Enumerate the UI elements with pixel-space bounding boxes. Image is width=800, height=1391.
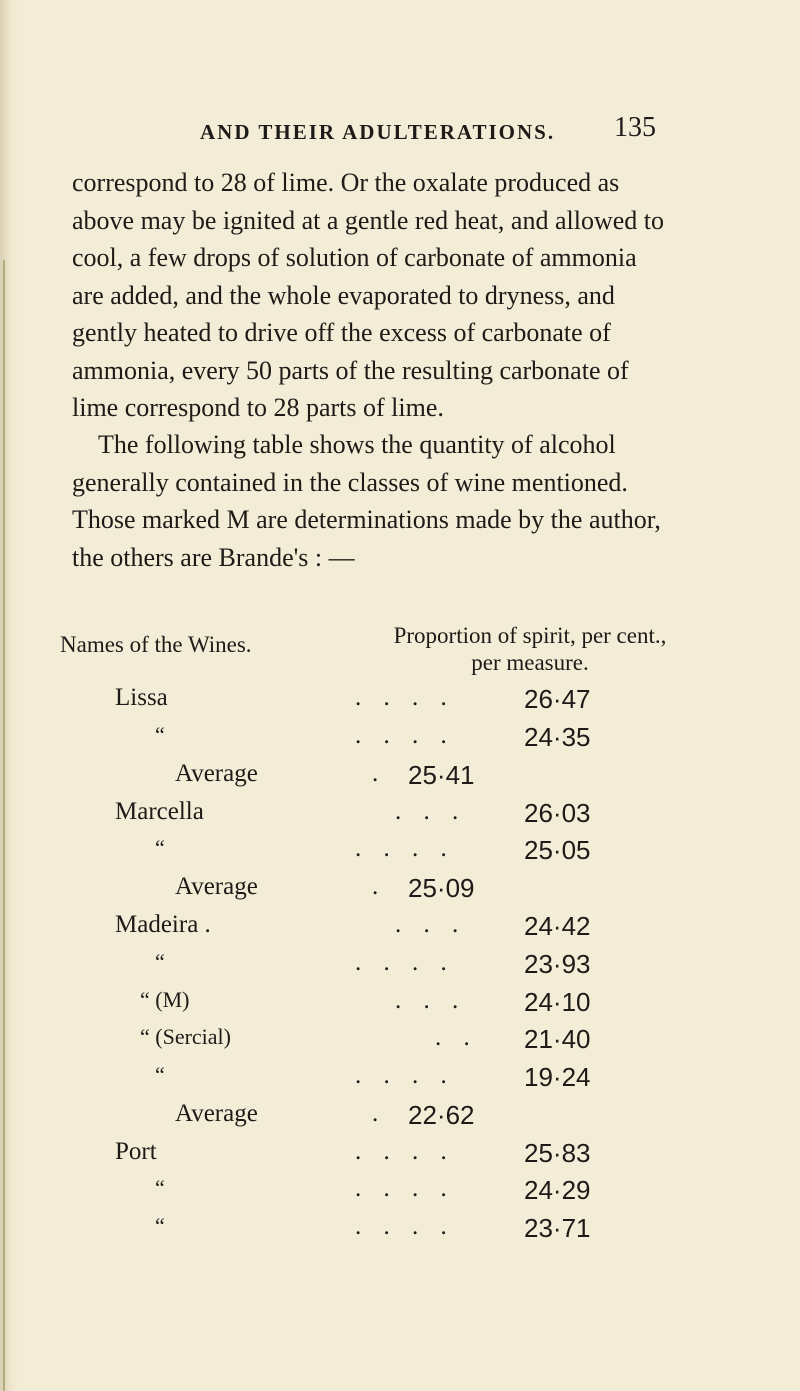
leader-dots: . . . . (355, 722, 447, 749)
table-row (0, 1213, 800, 1249)
table-row (0, 798, 800, 834)
alcohol-value: 21·40 (524, 1024, 591, 1054)
wine-name: Average (175, 760, 258, 787)
alcohol-value: 24·35 (524, 722, 591, 752)
body-paragraph-text: The following table shows the quantity of alcohol generally contained in the classes of wine mentioned. Those marked M are determinations made by the author, the others are Brande's : — (72, 430, 661, 572)
leader-dots: . (372, 873, 379, 900)
table-row (0, 1175, 800, 1211)
table-row (0, 1138, 800, 1174)
average-value: 22·62 (408, 1100, 475, 1130)
running-head: AND THEIR ADULTERATIONS. (200, 120, 556, 144)
wine-name: “ (155, 1213, 165, 1238)
alcohol-value: 19·24 (524, 1062, 591, 1092)
average-value: 25·09 (408, 873, 475, 903)
alcohol-value: 24·42 (524, 911, 591, 941)
table-row (0, 1062, 800, 1098)
table-row (0, 911, 800, 947)
wine-name: “ (155, 835, 165, 860)
alcohol-value: 23·71 (524, 1213, 591, 1243)
wine-name: Average (175, 873, 258, 900)
body-paragraph: correspond to 28 of lime. Or the oxalate produced as above may be ignited at a gentle red heat, and allowed to cool, a few drops of solution of carbonate of ammonia are added, and the whole evaporated to dryness, and gently heated to drive off the excess of carbonate of ammonia, every 50 parts of the resulting carbonate of lime correspond to 28 parts of lime. (72, 168, 664, 422)
table-row (0, 1100, 800, 1136)
alcohol-value: 25·05 (524, 835, 591, 865)
leader-dots: . . . . (355, 1138, 447, 1165)
table-row (0, 873, 800, 909)
page-number: 135 (614, 112, 656, 143)
table-row (0, 760, 800, 796)
column-header-names: Names of the Wines. (60, 632, 252, 657)
leader-dots: . . . (395, 798, 459, 825)
table-row (0, 722, 800, 758)
body-paragraph (72, 426, 672, 576)
leader-dots: . . . . (355, 949, 447, 976)
wine-name: “ (155, 1062, 165, 1087)
leader-dots: . (372, 760, 379, 787)
wine-name: Lissa (115, 684, 168, 711)
alcohol-value: 25·83 (524, 1138, 591, 1168)
leader-dots: . . . (395, 911, 459, 938)
wine-name: Average (175, 1100, 258, 1127)
alcohol-value: 26·47 (524, 684, 591, 714)
table-row (0, 684, 800, 720)
leader-dots: . . . (395, 987, 459, 1014)
wine-name: “ (Sercial) (140, 1024, 231, 1049)
wine-name: “ (155, 949, 165, 974)
leader-dots: . . . . (355, 1062, 447, 1089)
wine-name: Madeira . (115, 911, 211, 938)
leader-dots: . . . . (355, 1175, 447, 1202)
wine-name: Port (115, 1138, 157, 1165)
leader-dots: . . . . (355, 835, 447, 862)
column-header-proportion-line1: Proportion of spirit, per cent., (393, 623, 667, 648)
page-header (0, 112, 800, 152)
alcohol-value: 23·93 (524, 949, 591, 979)
average-value: 25·41 (408, 760, 475, 790)
table-row (0, 987, 800, 1023)
table-row (0, 1024, 800, 1060)
wine-name: “ (M) (140, 987, 190, 1012)
wine-name: “ (155, 1175, 165, 1200)
wine-name: Marcella (115, 798, 204, 825)
table-row (0, 835, 800, 871)
leader-dots: . . . . (355, 1213, 447, 1240)
column-header-proportion-line2: per measure. (471, 650, 589, 675)
column-header-proportion (325, 622, 735, 676)
wine-alcohol-table (0, 622, 800, 1382)
table-row (0, 949, 800, 985)
alcohol-value: 24·10 (524, 987, 591, 1017)
leader-dots: . . . . (355, 684, 447, 711)
alcohol-value: 26·03 (524, 798, 591, 828)
leader-dots: . . (435, 1024, 470, 1051)
leader-dots: . (372, 1100, 379, 1127)
wine-name: “ (155, 722, 165, 747)
alcohol-value: 24·29 (524, 1175, 591, 1205)
